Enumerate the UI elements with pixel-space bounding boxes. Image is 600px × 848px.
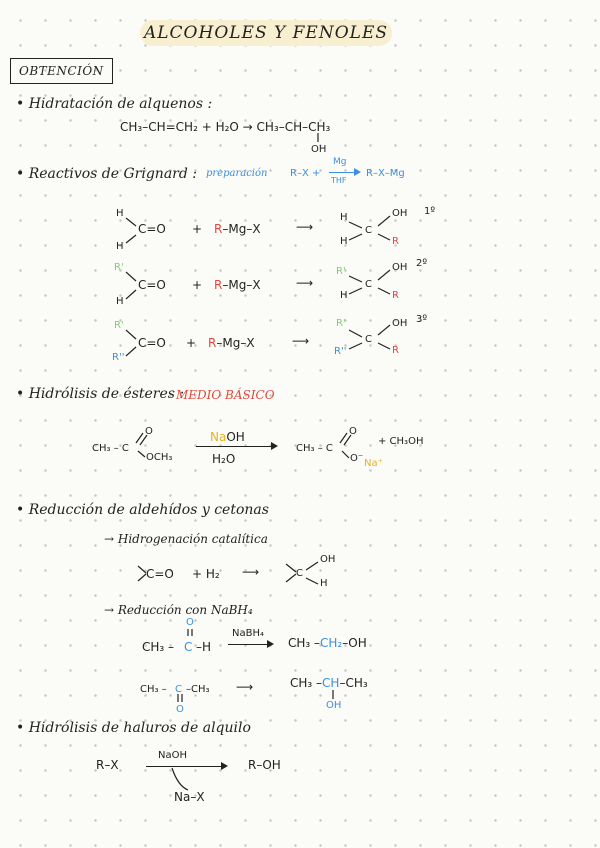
- aldehyde-ch3: CH₃ –: [142, 640, 175, 654]
- page-title: ALCOHOLES Y FENOLES: [140, 20, 392, 46]
- g1-plus: +: [192, 222, 203, 236]
- g2-carbonyl: C=O: [138, 278, 166, 292]
- grignard-prep-arrow: [329, 172, 359, 173]
- hydration-oh-group: OH: [311, 144, 327, 155]
- cat-carbonyl: C=O: [146, 567, 174, 581]
- g3-r2: R'': [112, 352, 125, 363]
- ester-medium-label: MEDIO BÁSICO: [176, 388, 275, 402]
- g1-product-c: C: [365, 225, 372, 236]
- g2-h: H: [116, 296, 124, 307]
- nabh4-reagent: NaBH₄: [232, 628, 264, 639]
- aldehyde-product: CH₃ –CH₂–OH: [288, 636, 367, 650]
- g2-product-oh: OH: [392, 262, 408, 273]
- g2-reagent: R–Mg–X: [214, 278, 261, 292]
- g2-degree: 2º: [416, 258, 428, 269]
- aldehyde-c: C: [184, 640, 193, 654]
- g1-product-r: R: [392, 236, 399, 247]
- halide-arrow: [146, 766, 226, 767]
- g2-arrow: ⟶: [296, 276, 314, 290]
- g1-reagent: R–Mg–X: [214, 222, 261, 236]
- g3-product-c: C: [365, 334, 372, 345]
- g1-product-oh: OH: [392, 208, 408, 219]
- ketone-product: CH₃ –CH–CH₃: [290, 676, 368, 690]
- catalytic-subheading: → Hidrogenación catalítica: [104, 532, 268, 546]
- grignard-prep-lhs: R–X +: [290, 168, 321, 179]
- g1-h-bottom: H: [116, 241, 124, 252]
- g2-r1: R': [114, 262, 124, 273]
- cat-product-h: H: [320, 578, 328, 589]
- carboxylate-ominus: O⁻: [350, 453, 364, 464]
- g2-product-c: C: [365, 279, 372, 290]
- ester-och3: OCH₃: [146, 452, 173, 463]
- section-halide-heading: • Hidrólisis de haluros de alquilo: [16, 720, 251, 736]
- aldehyde-h: –H: [196, 640, 212, 654]
- section-hydration-heading: • Hidratación de alquenos :: [16, 96, 213, 112]
- g1-product-h1: H: [340, 212, 348, 223]
- halide-reagent: NaOH: [158, 750, 187, 761]
- grignard-prep-mg: Mg: [333, 157, 347, 167]
- ester-reagent: NaOH: [210, 430, 245, 444]
- g3-carbonyl: C=O: [138, 336, 166, 350]
- g3-reagent: R–Mg–X: [208, 336, 255, 350]
- carboxylate-na: Na⁺: [364, 458, 383, 469]
- g3-r1: R': [114, 320, 124, 331]
- halide-byproduct: Na–X: [174, 790, 205, 804]
- nabh4-subheading: → Reducción con NaBH₄: [104, 603, 253, 617]
- ketone-arrow: ⟶: [236, 680, 254, 694]
- g1-h-top: H: [116, 208, 124, 219]
- ester-byproduct: + CH₃OH: [378, 436, 424, 447]
- g2-plus: +: [192, 278, 203, 292]
- grignard-prep-thf: THF: [331, 176, 347, 185]
- aldehyde-o: O: [186, 617, 194, 628]
- cat-arrow: ⟶: [242, 565, 260, 579]
- ester-arrow: [196, 446, 276, 447]
- g3-arrow: ⟶: [292, 334, 310, 348]
- carboxylate-o: O: [349, 426, 357, 437]
- grignard-prep-rhs: R–X–Mg: [366, 168, 405, 179]
- ester-left: CH₃ – C: [92, 443, 129, 454]
- halide-rhs: R–OH: [248, 758, 281, 772]
- ester-carbonyl-o: O: [145, 426, 153, 437]
- g2-product-r: R: [392, 290, 399, 301]
- g3-degree: 3º: [416, 314, 428, 325]
- g3-product-r2: R'': [334, 346, 347, 357]
- hydration-reaction: CH₃–CH=CH₂ + H₂O → CH₃–CH–CH₃: [120, 120, 331, 134]
- cat-h2: + H₂: [192, 567, 220, 581]
- ketone-right: –CH₃: [186, 684, 210, 695]
- ketone-product-oh: OH: [326, 700, 342, 711]
- ketone-left: CH₃ –: [140, 684, 167, 695]
- halide-lhs: R–X: [96, 758, 119, 772]
- nabh4-arrow: [228, 644, 272, 645]
- g1-arrow: ⟶: [296, 220, 314, 234]
- ketone-o: O: [176, 704, 184, 715]
- g3-plus: +: [186, 336, 197, 350]
- carboxylate-left: CH₃ – C: [296, 443, 333, 454]
- section-label: OBTENCIÓN: [10, 58, 113, 84]
- section-reduction-heading: • Reducción de aldehídos y cetonas: [16, 502, 269, 518]
- cat-product-c: C: [296, 568, 303, 579]
- g3-product-r1: R': [336, 318, 346, 329]
- g1-product-h2: H: [340, 236, 348, 247]
- g2-product-h: H: [340, 290, 348, 301]
- g2-product-r1: R': [336, 266, 346, 277]
- ester-solvent: H₂O: [212, 452, 236, 466]
- ketone-c: C: [175, 684, 182, 695]
- cat-product-oh: OH: [320, 554, 336, 565]
- grignard-prep-label: preparación: [206, 168, 268, 179]
- g1-carbonyl: C=O: [138, 222, 166, 236]
- g3-product-r: R: [392, 345, 399, 356]
- g1-degree: 1º: [424, 206, 436, 217]
- section-ester-heading: • Hidrólisis de ésteres :: [16, 386, 185, 402]
- g3-product-oh: OH: [392, 318, 408, 329]
- section-grignard-heading: • Reactivos de Grignard :: [16, 166, 197, 182]
